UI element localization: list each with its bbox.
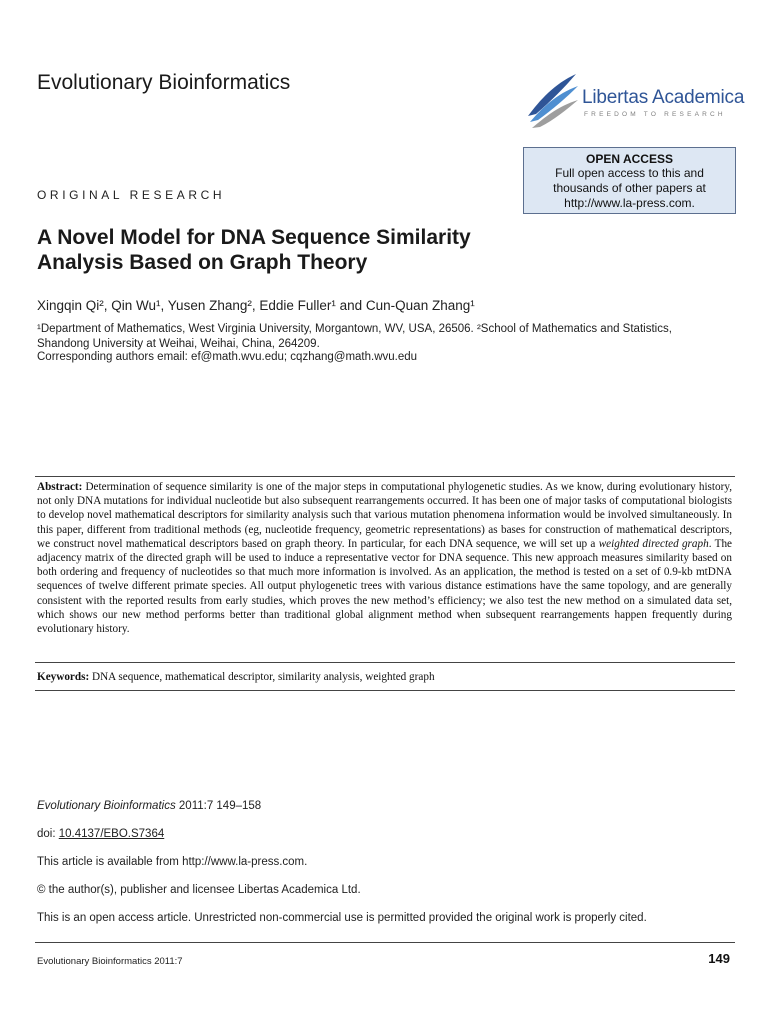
copyright-text: the author(s), publisher and licensee Libertas Academica Ltd. — [45, 884, 361, 896]
author-list: Xingqin Qi², Qin Wu¹, Yusen Zhang², Eddie Fuller¹ and Cun-Quan Zhang¹ — [37, 298, 475, 313]
keywords — [37, 671, 732, 683]
doi — [37, 828, 164, 840]
citation — [37, 800, 261, 812]
open-access-text: Full open access to this and thousands of other papers at http://www.la-press.com. — [553, 166, 706, 210]
publisher-tagline: FREEDOM TO RESEARCH — [584, 111, 726, 118]
abstract-text-2: . The adjacency matrix of the directed graph will be used to induce a representative vector for DNA sequence. This new approach measures similarity based on both ordering and frequency of nucleotides so that much more information is involved. As an application, the method is tested on a set of 0.9-kb mtDNA sequences of twelve different primate species. All output phylogenetic trees with various distance estimations have the same topology, and are generally consistent with the reported results from early studies, which proves the new method’s efficiency; we also test the new method on a simulated data set, which shows our new method performs better than traditional global alignment method when subsequent rearrangements happen frequently during evolutionary history. — [37, 537, 732, 636]
open-access-box — [523, 147, 736, 214]
corresponding-authors: Corresponding authors email: ef@math.wvu.edu; cqzhang@math.wvu.edu — [37, 351, 418, 363]
doi-label: doi: — [37, 828, 59, 840]
footer-rule — [35, 942, 735, 943]
abstract-label: Abstract: — [37, 481, 83, 493]
open-access-license: This is an open access article. Unrestricted non-commercial use is permitted provided the original work is properly cited. — [37, 912, 647, 924]
keywords-top-rule — [35, 662, 735, 663]
citation-volume: 2011:7 149–158 — [175, 800, 262, 812]
abstract-top-rule — [35, 476, 735, 477]
article-title-line-2: Analysis Based on Graph Theory — [37, 251, 368, 274]
affiliations: ¹Department of Mathematics, West Virginia University, Morgantown, WV, USA, 26506. ²School of Mathematics and Statistics, Shandong University at Weihai, Weihai, China, 264209. — [37, 323, 672, 350]
keywords-label: Keywords: — [37, 671, 90, 683]
copyright-icon: © — [37, 884, 46, 896]
doi-link[interactable]: 10.4137/EBO.S7364 — [58, 828, 165, 840]
keywords-bottom-rule — [35, 690, 735, 691]
abstract — [37, 480, 732, 636]
article-type: ORIGINAL RESEARCH — [37, 188, 226, 202]
open-access-title: OPEN ACCESS — [586, 152, 673, 166]
article-title — [37, 225, 537, 275]
page-number: 149 — [708, 951, 730, 966]
availability-note: This article is available from http://www.la-press.com. — [37, 856, 308, 868]
abstract-text-1: Determination of sequence similarity is one of the major steps in computational phylogenetic studies. As we know, during evolutionary history, not only DNA mutations for individual nucleotide but also subsequent rearrangements occurred. It has been one of major tasks of computational biologists to develop novel mathematical descriptors for similarity analysis such that various mutation phenomena information would be involved simultaneously. In this paper, different from traditional methods (eg, nucleotide frequency, geometric representations) as bases for construction of mathematical descriptors, we construct novel mathematical descriptors based on graph theory. In particular, for each DNA sequence, we will set up a — [37, 481, 732, 550]
publisher-logo[interactable] — [524, 70, 745, 130]
publisher-name: Libertas Academica — [582, 87, 745, 108]
abstract-italic-term: weighted directed graph — [598, 537, 709, 550]
feather-logo-icon — [524, 70, 582, 130]
article-title-line-1: A Novel Model for DNA Sequence Similarity — [37, 226, 471, 249]
keywords-text: DNA sequence, mathematical descriptor, similarity analysis, weighted graph — [89, 671, 435, 683]
footer-journal: Evolutionary Bioinformatics 2011:7 — [37, 956, 183, 967]
citation-journal: Evolutionary Bioinformatics — [37, 800, 176, 812]
journal-name: Evolutionary Bioinformatics — [37, 71, 291, 94]
copyright-note — [37, 884, 361, 896]
